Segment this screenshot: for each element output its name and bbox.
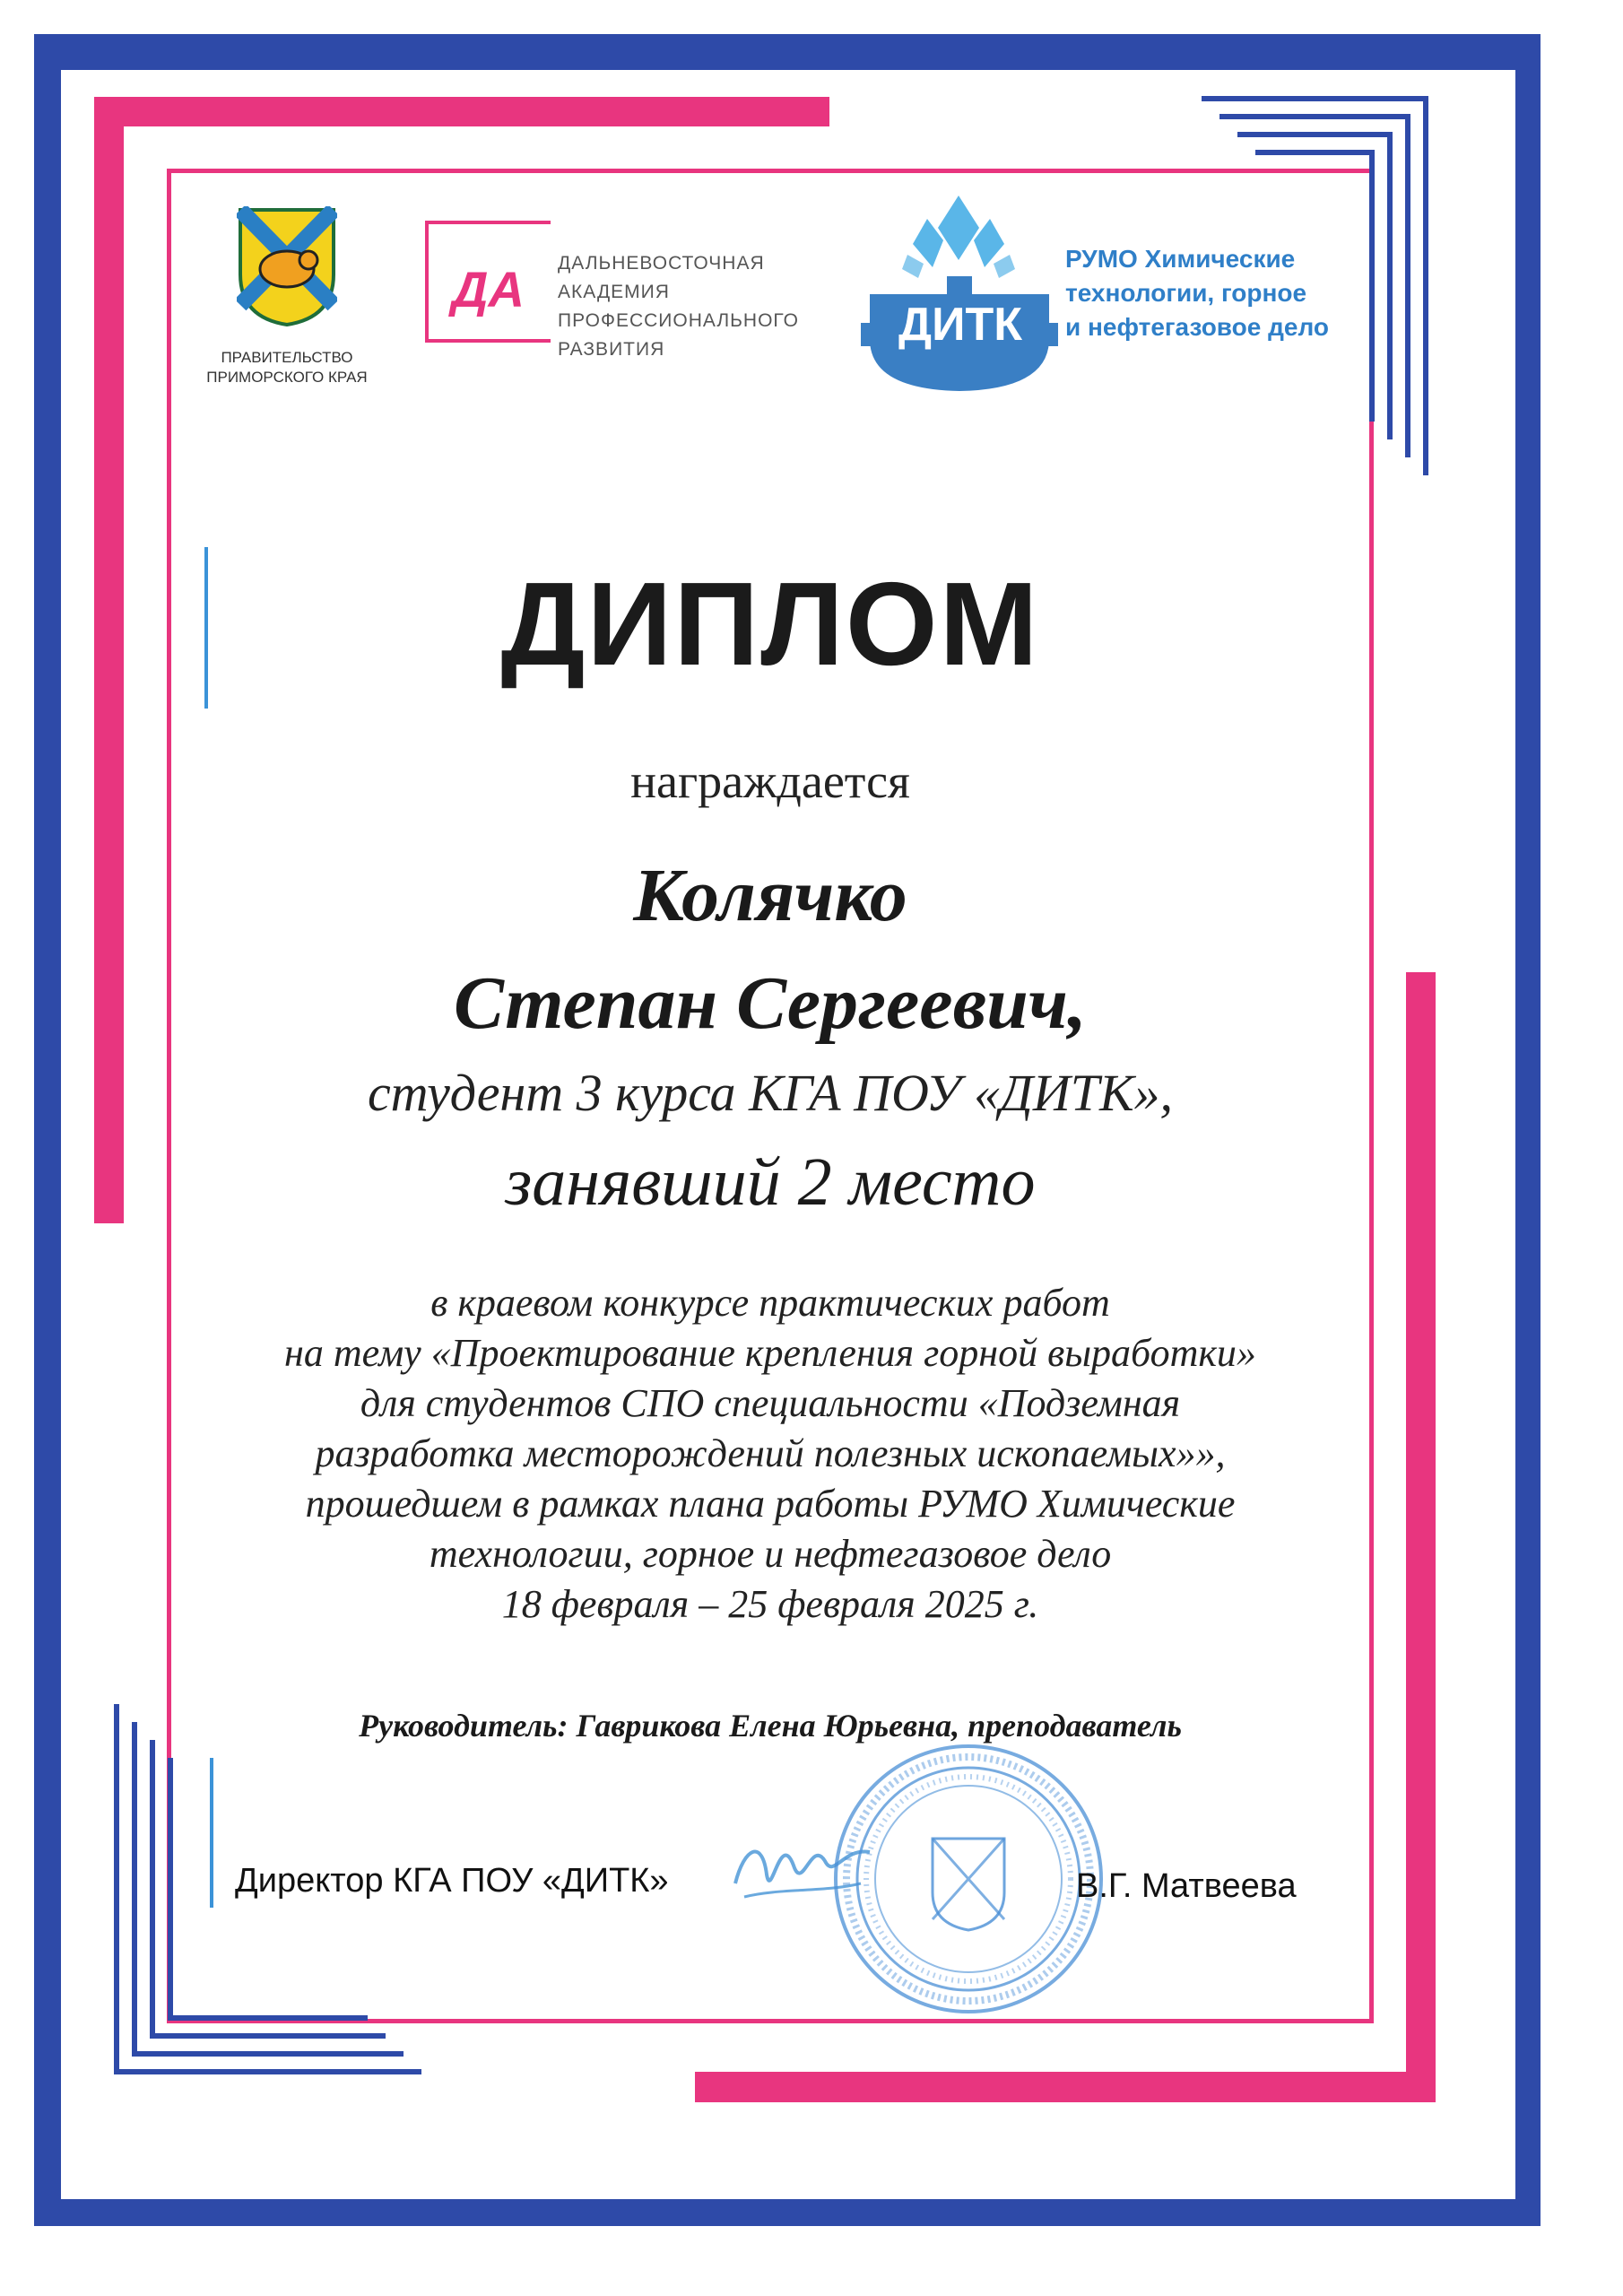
academy-mark: ДА (452, 261, 525, 317)
government-logo (197, 206, 377, 395)
ditk-mark: ДИТК (898, 299, 1022, 351)
supervisor-line: Руководитель: Гаврикова Елена Юрьевна, преподаватель (359, 1708, 1182, 1744)
awarded-label: награждается (630, 754, 910, 808)
pink-bar-right (1406, 972, 1436, 2102)
description-line: прошедшем в рамках плана работы РУМО Химические (305, 1482, 1236, 1526)
description-block (172, 1278, 1368, 1630)
diploma-title: ДИПЛОМ (500, 558, 1040, 690)
crystal-icon (900, 192, 1017, 282)
accent-line-left-lower (210, 1758, 213, 1866)
director-name: В.Г. Матвеева (1076, 1867, 1297, 1905)
recipient-surname: Колячко (633, 854, 907, 937)
accent-line-signature (210, 1858, 213, 1908)
government-caption-line1: ПРАВИТЕЛЬСТВО (221, 349, 353, 366)
academy-line1: ДАЛЬНЕВОСТОЧНАЯ (558, 253, 765, 274)
coat-of-arms-icon (237, 206, 337, 328)
academy-name (558, 249, 799, 364)
academy-line4: РАЗВИТИЯ (558, 339, 665, 360)
rumo-line1: РУМО Химические (1065, 245, 1296, 273)
director-position: Директор КГА ПОУ «ДИТК» (235, 1862, 669, 1900)
ditk-logo (852, 192, 1354, 398)
description-line: для студентов СПО специальности «Подземная (360, 1381, 1181, 1425)
pink-bar-left (94, 97, 124, 1223)
academy-line3: ПРОФЕССИОНАЛЬНОГО (558, 310, 799, 331)
rumo-line3: и нефтегазовое дело (1065, 313, 1329, 341)
description-line: на тему «Проектирование крепления горной выработки» (284, 1331, 1256, 1375)
government-caption (197, 348, 377, 387)
pink-bar-bottom (695, 2072, 1436, 2102)
description-line: технологии, горное и нефтегазовое дело (429, 1532, 1112, 1576)
place-line: занявший 2 место (505, 1144, 1036, 1220)
description-line: 18 февраля – 25 февраля 2025 г. (501, 1582, 1039, 1626)
recipient-given-names: Степан Сергеевич, (454, 961, 1087, 1045)
government-caption-line2: ПРИМОРСКОГО КРАЯ (206, 369, 368, 386)
official-stamp (829, 1740, 1107, 2018)
pink-bar-top (94, 97, 829, 126)
rumo-line2: технологии, горное (1065, 279, 1307, 307)
rumo-caption (1065, 242, 1329, 344)
student-line: студент 3 курса КГА ПОУ «ДИТК», (367, 1064, 1174, 1122)
academy-logo (425, 221, 820, 373)
description-line: в краевом конкурсе практических работ (430, 1281, 1110, 1325)
academy-line2: АКАДЕМИЯ (558, 282, 670, 302)
description-line: разработка месторождений полезных ископаемых»», (315, 1431, 1226, 1475)
